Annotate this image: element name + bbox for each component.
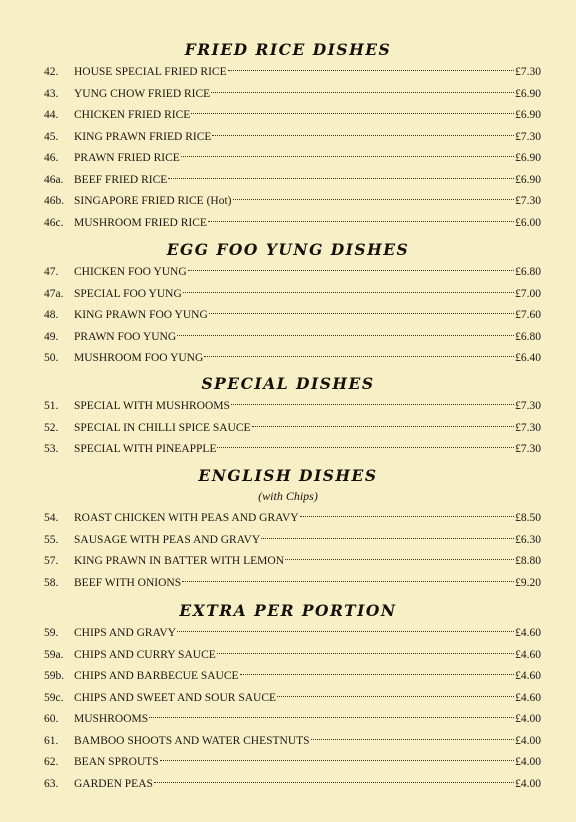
menu-item — [0, 439, 576, 461]
item-number: 47. — [44, 266, 59, 278]
item-price: £7.00 — [515, 287, 541, 300]
menu-item — [0, 709, 576, 731]
menu-item — [0, 551, 576, 573]
item-number: 59. — [44, 627, 59, 639]
dot-leader — [191, 113, 514, 114]
item-number: 46a. — [44, 173, 64, 186]
dot-leader — [261, 538, 514, 539]
menu-item — [0, 262, 576, 284]
item-number: 57. — [44, 555, 59, 567]
item-price: £6.80 — [515, 266, 541, 278]
item-price: £7.30 — [515, 421, 541, 434]
item-number: 62. — [44, 756, 59, 768]
item-name: CHIPS AND BARBECUE SAUCE — [74, 670, 239, 682]
item-number: 52. — [44, 421, 59, 434]
item-name: SPECIAL WITH PINEAPPLE — [74, 443, 217, 455]
item-name: CHIPS AND SWEET AND SOUR SAUCE — [74, 691, 277, 704]
menu-item — [0, 396, 576, 418]
item-price: £7.30 — [515, 400, 541, 412]
item-number: 59c. — [44, 691, 64, 704]
item-name: BEAN SPROUTS — [74, 756, 159, 768]
item-number: 46b. — [44, 195, 65, 207]
item-name: ROAST CHICKEN WITH PEAS AND GRAVY — [74, 512, 299, 524]
item-number: 58. — [44, 576, 59, 589]
item-number: 50. — [44, 352, 59, 364]
menu-item — [0, 666, 576, 688]
menu-item — [0, 508, 576, 530]
item-name: SPECIAL FOO YUNG — [74, 287, 182, 300]
item-price: £4.00 — [515, 777, 541, 790]
item-number: 63. — [44, 777, 59, 790]
menu-item — [0, 623, 576, 645]
section-heading: FRIED RICE DISHES — [184, 40, 392, 59]
section-extra-per-portion — [0, 601, 576, 795]
item-number: 46. — [44, 152, 59, 164]
item-name: KING PRAWN IN BATTER WITH LEMON — [74, 555, 284, 567]
item-number: 55. — [44, 533, 59, 546]
item-price: £4.60 — [515, 648, 541, 661]
item-price: £4.00 — [515, 713, 541, 725]
item-number: 53. — [44, 443, 59, 455]
item-number: 46c. — [44, 216, 64, 229]
dot-leader — [217, 447, 514, 448]
menu-item — [0, 127, 576, 149]
item-name: CHIPS AND CURRY SAUCE — [74, 648, 216, 661]
dot-leader — [211, 92, 514, 93]
item-name: GARDEN PEAS — [74, 777, 153, 790]
dot-leader — [285, 559, 514, 560]
menu-item — [0, 327, 576, 349]
item-number: 59b. — [44, 670, 65, 682]
item-price: £7.30 — [515, 195, 541, 207]
item-number: 48. — [44, 309, 59, 321]
item-number: 54. — [44, 512, 59, 524]
item-name: SPECIAL IN CHILLI SPICE SAUCE — [74, 421, 251, 434]
menu-item — [0, 573, 576, 595]
section-subheading: (with Chips) — [258, 489, 318, 503]
item-name: MUSHROOMS — [74, 713, 149, 725]
item-name: KING PRAWN FOO YUNG — [74, 309, 208, 321]
section-heading: SPECIAL DISHES — [201, 374, 375, 393]
item-name: BAMBOO SHOOTS AND WATER CHESTNUTS — [74, 734, 310, 747]
section-english — [0, 466, 576, 594]
item-price: £4.00 — [515, 756, 541, 768]
item-name: MUSHROOM FRIED RICE — [74, 216, 207, 229]
menu-item — [0, 170, 576, 192]
item-name: PRAWN FRIED RICE — [74, 152, 180, 164]
menu-item — [0, 305, 576, 327]
item-name: BEEF FRIED RICE — [74, 173, 168, 186]
item-number: 44. — [44, 109, 59, 121]
dot-leader — [217, 653, 514, 654]
item-price: £8.80 — [515, 555, 541, 567]
item-price: £6.30 — [515, 533, 541, 546]
menu-item — [0, 774, 576, 796]
dot-leader — [177, 335, 514, 336]
item-price: £6.90 — [515, 173, 541, 186]
menu-item — [0, 148, 576, 170]
section-fried-rice — [0, 40, 576, 234]
menu-item — [0, 213, 576, 235]
item-price: £6.90 — [515, 87, 541, 100]
item-price: £6.80 — [515, 330, 541, 343]
section-egg-foo-yung — [0, 240, 576, 370]
section-heading: ENGLISH DISHES — [198, 466, 378, 485]
dot-leader — [182, 581, 514, 582]
dot-leader — [240, 674, 515, 675]
item-name: MUSHROOM FOO YUNG — [74, 352, 204, 364]
dot-leader — [188, 270, 514, 271]
dot-leader — [208, 221, 514, 222]
item-number: 51. — [44, 400, 59, 412]
item-price: £8.50 — [515, 512, 541, 524]
menu-item — [0, 284, 576, 306]
item-price: £7.30 — [515, 66, 541, 78]
item-name: CHIPS AND GRAVY — [74, 627, 177, 639]
item-number: 42. — [44, 66, 59, 78]
item-name: KING PRAWN FRIED RICE — [74, 130, 212, 143]
item-name: YUNG CHOW FRIED RICE — [74, 87, 211, 100]
item-price: £7.30 — [515, 130, 541, 143]
dot-leader — [154, 782, 514, 783]
item-price: £9.20 — [515, 576, 541, 589]
menu-item — [0, 191, 576, 213]
menu-item — [0, 731, 576, 753]
dot-leader — [277, 696, 514, 697]
item-name: HOUSE SPECIAL FRIED RICE — [74, 66, 227, 78]
item-number: 49. — [44, 330, 59, 343]
dot-leader — [177, 631, 514, 632]
item-number: 60. — [44, 713, 59, 725]
dot-leader — [233, 199, 515, 200]
item-price: £4.60 — [515, 627, 541, 639]
dot-leader — [168, 178, 514, 179]
menu-item — [0, 752, 576, 774]
menu-item — [0, 62, 576, 84]
item-price: £6.00 — [515, 216, 541, 229]
dot-leader — [231, 404, 514, 405]
menu-item — [0, 348, 576, 370]
item-price: £6.90 — [515, 152, 541, 164]
section-heading: EGG FOO YUNG DISHES — [166, 240, 410, 259]
dot-leader — [311, 739, 515, 740]
item-number: 45. — [44, 130, 59, 143]
item-name: SINGAPORE FRIED RICE (Hot) — [74, 195, 232, 207]
menu-item — [0, 105, 576, 127]
item-price: £4.60 — [515, 691, 541, 704]
section-heading: EXTRA PER PORTION — [179, 601, 397, 620]
dot-leader — [209, 313, 514, 314]
item-number: 43. — [44, 87, 59, 100]
item-name: CHICKEN FRIED RICE — [74, 109, 191, 121]
item-price: £4.00 — [515, 734, 541, 747]
item-price: £4.60 — [515, 670, 541, 682]
dot-leader — [300, 516, 515, 517]
item-price: £6.90 — [515, 109, 541, 121]
item-number: 59a. — [44, 648, 64, 661]
item-price: £7.60 — [515, 309, 541, 321]
dot-leader — [228, 70, 515, 71]
menu-item — [0, 418, 576, 440]
item-name: BEEF WITH ONIONS — [74, 576, 182, 589]
menu-item — [0, 688, 576, 710]
section-special — [0, 374, 576, 461]
item-number: 61. — [44, 734, 59, 747]
item-name: PRAWN FOO YUNG — [74, 330, 177, 343]
menu-item — [0, 645, 576, 667]
dot-leader — [212, 135, 514, 136]
item-name: SAUSAGE WITH PEAS AND GRAVY — [74, 533, 261, 546]
item-number: 47a. — [44, 287, 64, 300]
dot-leader — [181, 156, 514, 157]
menu-item — [0, 84, 576, 106]
dot-leader — [204, 356, 514, 357]
item-name: CHICKEN FOO YUNG — [74, 266, 187, 278]
menu-item — [0, 530, 576, 552]
dot-leader — [160, 760, 514, 761]
item-price: £7.30 — [515, 443, 541, 455]
item-name: SPECIAL WITH MUSHROOMS — [74, 400, 230, 412]
dot-leader — [252, 426, 515, 427]
item-price: £6.40 — [515, 352, 541, 364]
dot-leader — [149, 717, 514, 718]
dot-leader — [183, 292, 514, 293]
